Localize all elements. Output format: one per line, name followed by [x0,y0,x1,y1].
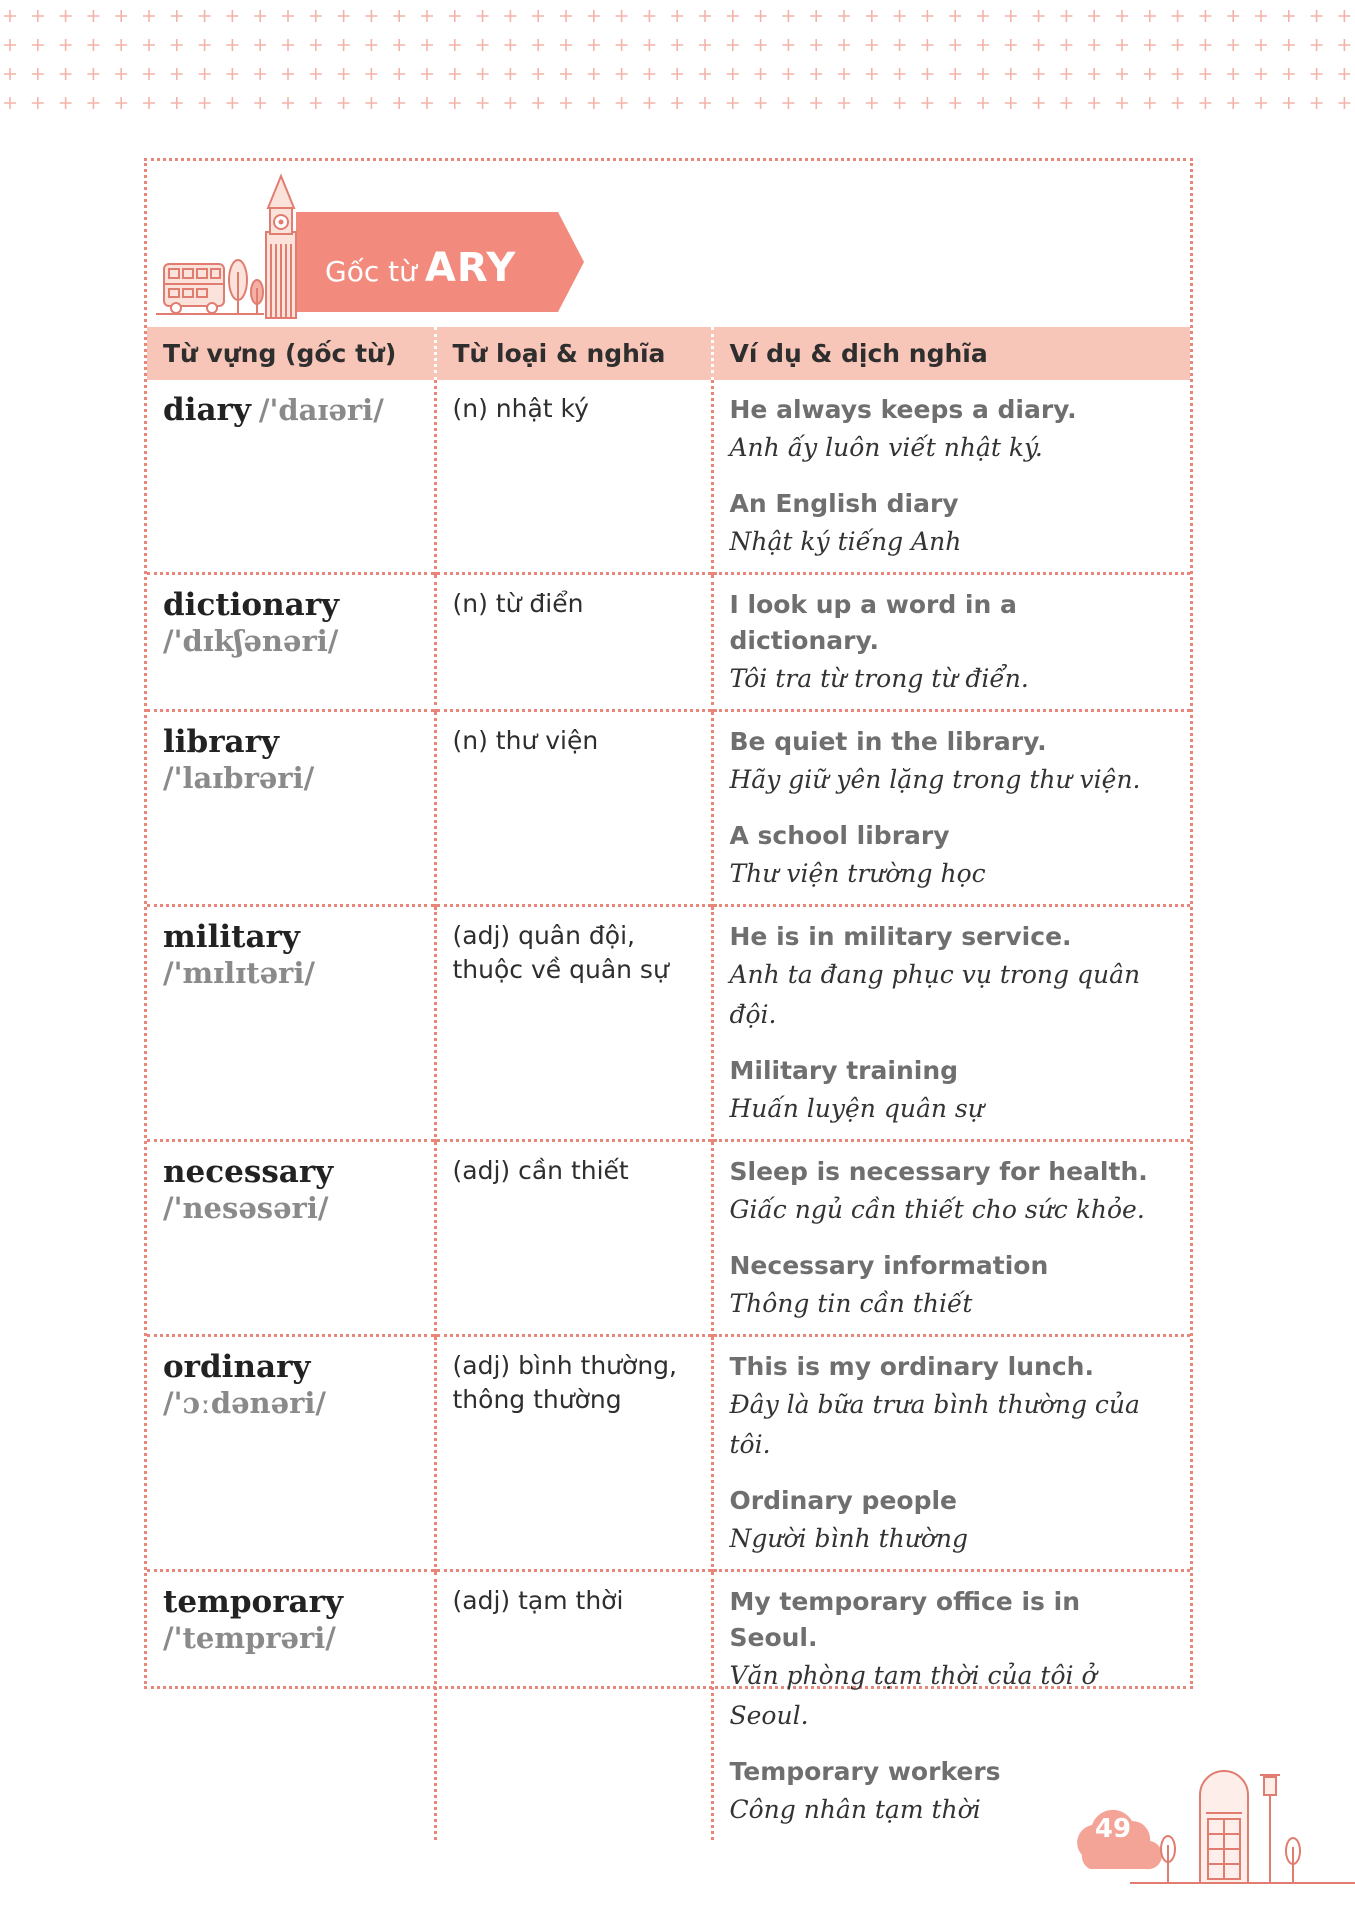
example-english: An English diary [729,489,959,518]
vocab-word: temporary [163,1584,343,1620]
vocab-pronunciation: /'laɪbrəri/ [163,761,315,795]
lamp-post-icon [1260,1775,1280,1883]
example-vietnamese: Huấn luyện quân sự [729,1094,984,1123]
example [730,486,1175,562]
example [730,724,1175,800]
example-english: I look up a word in a dictionary. [729,590,1017,655]
example-english: My temporary office is in Seoul. [729,1587,1080,1652]
vocab-word: diary [163,392,251,428]
example [730,919,1175,1035]
example-vietnamese: Người bình thường [729,1524,969,1553]
example-vietnamese: Anh ta đang phục vụ trong quân đội. [729,960,1141,1029]
example-english: Necessary information [729,1251,1049,1280]
table-row [147,380,1190,574]
header-part-of-speech: Từ loại & nghĩa [435,327,712,380]
example [730,1248,1175,1324]
section-root: ARY [424,245,517,291]
example-english: This is my ordinary lunch. [729,1352,1094,1381]
example [730,1053,1175,1129]
vocabulary-cell [147,906,435,1141]
table-row [147,1336,1190,1571]
example-vietnamese: Đây là bữa trưa bình thường của tôi. [729,1390,1140,1459]
vocab-pronunciation: /'daɪəri/ [258,393,384,427]
meaning-cell [435,574,712,711]
meaning-cell [435,1336,712,1571]
example-vietnamese: Thư viện trường học [729,859,986,888]
example-english: Military training [729,1056,959,1085]
vocabulary-cell [147,1571,435,1841]
vocabulary-cell [147,1336,435,1571]
vocab-meaning: (adj) quân đội, thuộc về quân sự [452,921,669,984]
example-english: Ordinary people [729,1486,957,1515]
vocab-pronunciation: /'temprəri/ [163,1621,336,1655]
vocab-meaning: (adj) tạm thời [452,1586,624,1615]
vocab-meaning: (adj) bình thường, thông thường [452,1351,677,1414]
example-vietnamese: Giấc ngủ cần thiết cho sức khỏe. [729,1195,1145,1224]
vocabulary-table [147,327,1190,1840]
example [730,1584,1175,1736]
examples-cell [712,1141,1190,1336]
vocab-word: necessary [163,1154,334,1190]
example-vietnamese: Nhật ký tiếng Anh [729,527,962,556]
vocab-meaning: (n) từ điển [452,589,584,618]
table-row [147,1571,1190,1841]
examples-cell [712,1336,1190,1571]
examples-cell [712,711,1190,906]
vocab-meaning: (adj) cần thiết [452,1156,629,1185]
vocabulary-cell [147,711,435,906]
example [730,818,1175,894]
meaning-cell [435,380,712,574]
vocabulary-cell [147,574,435,711]
example-vietnamese: Công nhân tạm thời [729,1795,981,1824]
meaning-cell [435,1571,712,1841]
example-english: A school library [729,821,950,850]
table-row [147,711,1190,906]
examples-cell [712,380,1190,574]
example-vietnamese: Hãy giữ yên lặng trong thư viện. [729,765,1141,794]
table-row [147,574,1190,711]
vocab-pronunciation: /'dɪkʃənəri/ [163,624,339,658]
header-vocabulary: Từ vựng (gốc từ) [147,327,435,380]
example-vietnamese: Tôi tra từ trong từ điển. [729,664,1029,693]
vocab-word: library [163,724,279,760]
example-english: He is in military service. [729,922,1072,951]
plus-pattern [4,10,1350,109]
table-header-row [147,327,1190,380]
tree-icon [229,260,263,314]
example [730,1154,1175,1230]
cross-pattern-background [0,0,1355,125]
vocabulary-cell [147,1141,435,1336]
vocab-meaning: (n) thư viện [452,726,599,755]
example-vietnamese: Văn phòng tạm thời của tôi ở Seoul. [729,1661,1097,1730]
table-row [147,1141,1190,1336]
header-examples: Ví dụ & dịch nghĩa [712,327,1190,380]
example-english: Temporary workers [729,1757,1001,1786]
example [730,1483,1175,1559]
vocab-meaning: (n) nhật ký [452,394,589,423]
example-english: Sleep is necessary for health. [729,1157,1148,1186]
example-english: He always keeps a diary. [729,395,1077,424]
example-vietnamese: Anh ấy luôn viết nhật ký. [729,433,1043,462]
example [730,1349,1175,1465]
vocab-word: ordinary [163,1349,311,1385]
vocab-word: dictionary [163,587,340,623]
meaning-cell [435,1141,712,1336]
double-decker-bus-icon [156,264,264,314]
vocab-pronunciation: /'nesəsəri/ [163,1191,329,1225]
table-body [147,380,1190,1840]
examples-cell [712,906,1190,1141]
vocab-pronunciation: /'mɪlɪtəri/ [163,956,315,990]
vocab-pronunciation: /'ɔːdənəri/ [163,1386,326,1420]
example [730,587,1175,699]
phone-box-icon [1200,1771,1248,1883]
section-title [325,240,516,296]
page-number: 49 [1094,1814,1132,1844]
section-title-prefix: Gốc từ [325,255,417,288]
meaning-cell [435,906,712,1141]
examples-cell [712,574,1190,711]
example-english: Be quiet in the library. [729,727,1047,756]
table-row [147,906,1190,1141]
vocab-word: military [163,919,300,955]
example-vietnamese: Thông tin cần thiết [729,1289,973,1318]
vocabulary-cell [147,380,435,574]
meaning-cell [435,711,712,906]
big-ben-icon [266,176,296,318]
example [730,392,1175,468]
